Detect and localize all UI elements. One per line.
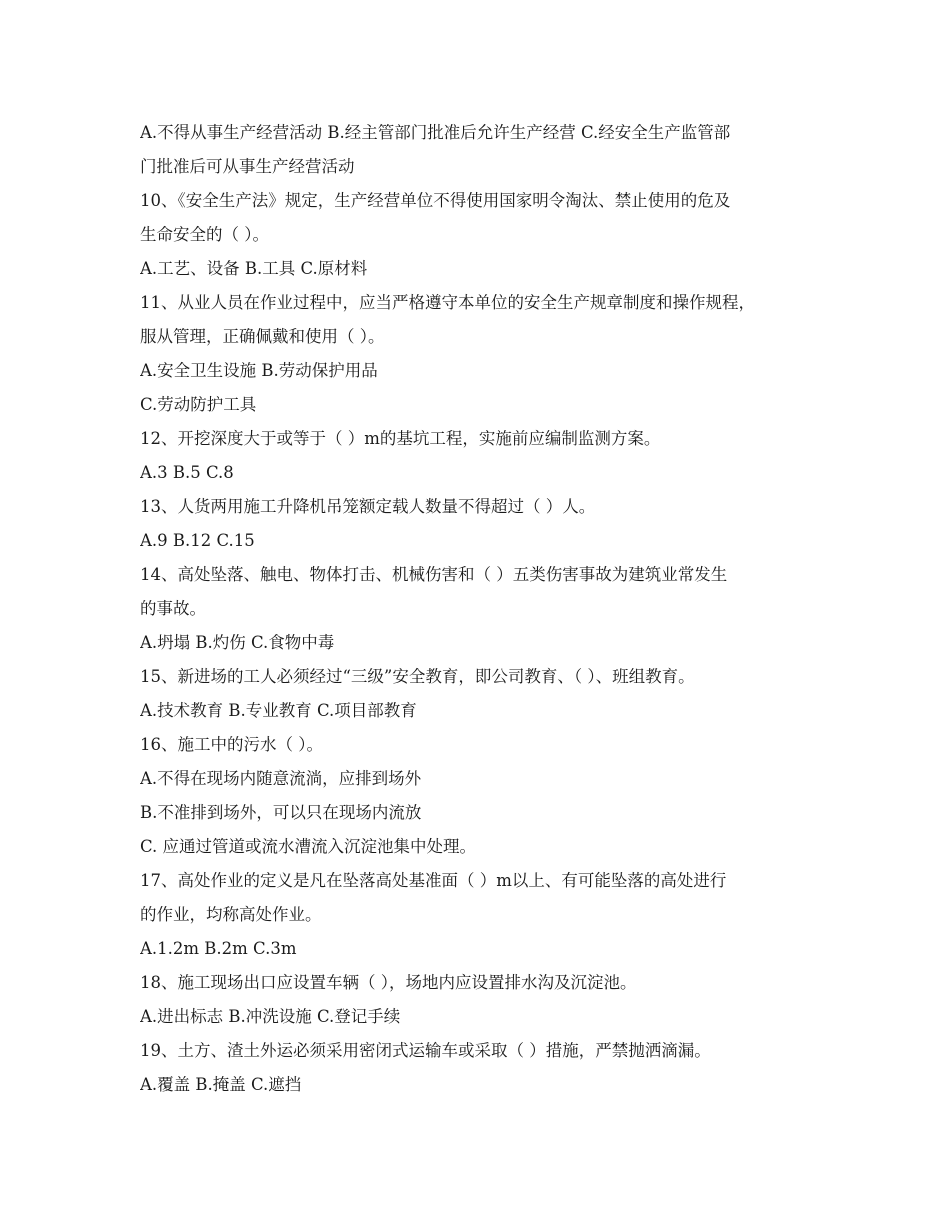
answer-options-q10: A.工艺、设备 B.工具 C.原材料 [140,259,368,278]
question-14-continued: 的事故。 [140,599,206,618]
question-17-continued: 的作业，均称高处作业。 [140,905,322,924]
answer-options-q11: A.安全卫生设施 B.劳动保护用品 [140,361,378,380]
answer-options-q19: A.覆盖 B.掩盖 C.遮挡 [140,1075,302,1094]
question-10-continued: 生命安全的（ ）。 [140,225,269,244]
answer-option-q16-c: C. 应通过管道或流水漕流入沉淀池集中处理。 [140,837,477,856]
question-15: 15、新进场的工人必须经过“三级”安全教育，即公司教育、（ ）、班组教育。 [140,667,695,686]
answer-option-q16-b: B.不准排到场外，可以只在现场内流放 [140,803,422,822]
question-11: 11、从业人员在作业过程中，应当严格遵守本单位的安全生产规章制度和操作规程， [140,293,755,312]
answer-option-q16-a: A.不得在现场内随意流淌，应排到场外 [140,769,422,788]
question-16: 16、施工中的污水（ ）。 [140,735,323,754]
question-19: 19、土方、渣土外运必须采用密闭式运输车或采取（ ）措施，严禁抛洒滴漏。 [140,1041,711,1060]
answer-options-q12: A.3 B.5 C.8 [140,463,234,482]
document-body [140,116,830,1102]
question-12: 12、开挖深度大于或等于（ ）m的基坑工程，实施前应编制监测方案。 [140,429,661,448]
question-17: 17、高处作业的定义是凡在坠落高处基准面（ ）m以上、有可能坠落的高处进行 [140,871,727,890]
answer-options-q17: A.1.2m B.2m C.3m [140,939,297,958]
answer-options-q9-continued: 门批准后可从事生产经营活动 [140,157,355,176]
question-11-continued: 服从管理，正确佩戴和使用（ ）。 [140,327,385,346]
answer-options-q13: A.9 B.12 C.15 [140,531,255,550]
question-14: 14、高处坠落、触电、物体打击、机械伤害和（ ）五类伤害事故为建筑业常发生 [140,565,728,584]
question-18: 18、施工现场出口应设置车辆（ ），场地内应设置排水沟及沉淀池。 [140,973,637,992]
question-13: 13、人货两用施工升降机吊笼额定载人数量不得超过（ ）人。 [140,497,596,516]
answer-options-q15: A.技术教育 B.专业教育 C.项目部教育 [140,701,417,720]
answer-options-q9: A.不得从事生产经营活动 B.经主管部门批准后允许生产经营 C.经安全生产监管部 [140,123,731,142]
answer-options-q18: A.进出标志 B.冲洗设施 C.登记手续 [140,1007,401,1026]
answer-options-q11-c: C.劳动防护工具 [140,395,257,414]
answer-options-q14: A.坍塌 B.灼伤 C.食物中毒 [140,633,335,652]
question-10: 10、《安全生产法》规定，生产经营单位不得使用国家明令淘汰、禁止使用的危及 [140,191,731,210]
